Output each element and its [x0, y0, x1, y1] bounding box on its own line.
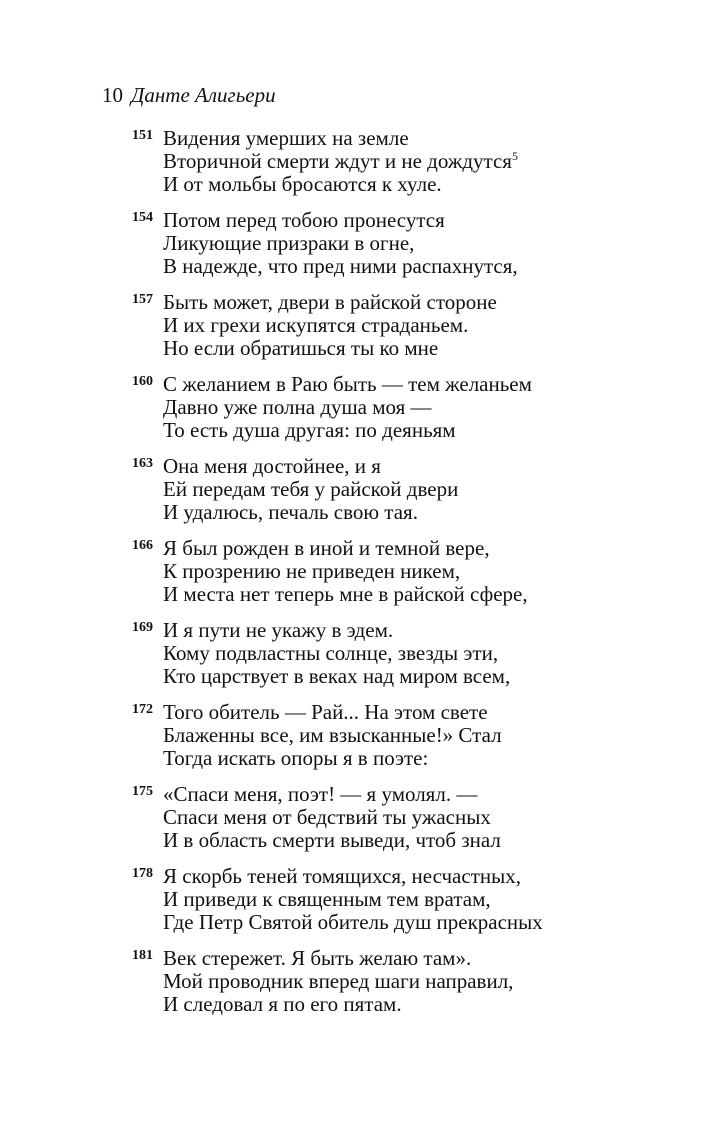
verse-line [163, 888, 543, 911]
verse-text: Давно уже полна душа моя — [163, 395, 432, 419]
verse-line [163, 127, 518, 150]
verse-text: Тогда искать опоры я в поэте: [163, 746, 429, 770]
verse-line [163, 455, 458, 478]
stanza [132, 947, 692, 1029]
line-number: 157 [132, 292, 153, 307]
stanza [132, 209, 692, 291]
stanza [132, 373, 692, 455]
stanza [132, 127, 692, 209]
verse-text: И приведи к священным тем вратам, [163, 887, 491, 911]
verse-text: Мой проводник вперед шаги направил, [163, 969, 514, 993]
verse-text: Век стережет. Я быть желаю там». [163, 946, 472, 970]
verse-line [163, 829, 501, 852]
verse-line [163, 209, 518, 232]
stanza-lines [163, 619, 510, 688]
stanza-lines [163, 291, 497, 360]
verse-line [163, 970, 513, 993]
verse-text: С желанием в Раю быть — тем желаньем [163, 372, 532, 396]
verse-text: Она меня достойнее, и я [163, 454, 381, 478]
verse-line [163, 255, 518, 278]
verse-line [163, 173, 518, 196]
stanza [132, 865, 692, 947]
verse-line [163, 537, 528, 560]
running-head [102, 80, 276, 110]
poem-body [132, 127, 692, 1029]
verse-text: Потом перед тобою пронесутся [163, 208, 445, 232]
stanza [132, 291, 692, 373]
line-number: 175 [132, 784, 153, 799]
stanza [132, 537, 692, 619]
stanza-lines [163, 947, 513, 1016]
verse-text: То есть душа другая: по деяньям [163, 418, 456, 442]
verse-text: Кому подвластны солнце, звезды эти, [163, 641, 499, 665]
verse-text: Но если обратишься ты ко мне [163, 336, 439, 360]
verse-line [163, 724, 502, 747]
verse-line [163, 747, 502, 770]
verse-text: И следовал я по его пятам. [163, 992, 402, 1016]
verse-line [163, 291, 497, 314]
verse-text: И я пути не укажу в эдем. [163, 618, 394, 642]
verse-text: Ликующие призраки в огне, [163, 231, 415, 255]
verse-text: Блаженны все, им взысканные!» Стал [163, 723, 502, 747]
verse-line [163, 337, 497, 360]
line-number: 166 [132, 538, 153, 553]
verse-text: И их грехи искупятся страданьем. [163, 313, 469, 337]
verse-line [163, 232, 518, 255]
verse-line [163, 314, 497, 337]
stanza-lines [163, 209, 518, 278]
verse-text: И места нет теперь мне в райской сфере, [163, 582, 528, 606]
verse-text: Быть может, двери в райской стороне [163, 290, 497, 314]
verse-text: Кто царствует в веках над миром всем, [163, 664, 511, 688]
verse-text: И в область смерти выведи, чтоб знал [163, 828, 501, 852]
stanza-lines [163, 701, 502, 770]
verse-line [163, 150, 518, 173]
verse-line [163, 783, 501, 806]
verse-line [163, 419, 532, 442]
verse-line [163, 865, 543, 888]
verse-text: И удалюсь, печаль свою тая. [163, 500, 418, 524]
stanza-lines [163, 127, 518, 196]
stanza [132, 455, 692, 537]
running-head-author: Данте Алигьери [131, 83, 276, 107]
stanza-lines [163, 455, 458, 524]
stanza [132, 619, 692, 701]
line-number: 169 [132, 620, 153, 635]
verse-line [163, 478, 458, 501]
verse-line [163, 396, 532, 419]
line-number: 154 [132, 210, 153, 225]
verse-text: Ей передам тебя у райской двери [163, 477, 459, 501]
verse-text: Того обитель — Рай... На этом свете [163, 700, 488, 724]
stanza [132, 783, 692, 865]
verse-line [163, 583, 528, 606]
page-number: 10 [102, 83, 123, 107]
verse-line [163, 501, 458, 524]
line-number: 151 [132, 128, 153, 143]
stanza [132, 701, 692, 783]
verse-line [163, 806, 501, 829]
verse-text: Вторичной смерти ждут и не дождутся [163, 149, 512, 173]
verse-text: В надежде, что пред ними распахнутся, [163, 254, 518, 278]
footnote-marker[interactable]: 5 [511, 149, 518, 163]
verse-text: Я скорбь теней томящихся, несчастных, [163, 864, 521, 888]
stanza-lines [163, 783, 501, 852]
verse-line [163, 947, 513, 970]
verse-text: Видения умерших на земле [163, 126, 409, 150]
verse-text: Спаси меня от бедствий ты ужасных [163, 805, 491, 829]
line-number: 178 [132, 866, 153, 881]
verse-line [163, 373, 532, 396]
stanza-lines [163, 865, 543, 934]
line-number: 163 [132, 456, 153, 471]
verse-text: Где Петр Святой обитель душ прекрасных [163, 910, 543, 934]
verse-line [163, 619, 510, 642]
verse-line [163, 560, 528, 583]
line-number: 181 [132, 948, 153, 963]
stanza-lines [163, 537, 528, 606]
verse-line [163, 993, 513, 1016]
verse-text: И от мольбы бросаются к хуле. [163, 172, 442, 196]
verse-text: Я был рожден в иной и темной вере, [163, 536, 490, 560]
verse-line [163, 665, 510, 688]
verse-line [163, 701, 502, 724]
verse-text: К прозрению не приведен никем, [163, 559, 461, 583]
verse-line [163, 911, 543, 934]
line-number: 160 [132, 374, 153, 389]
stanza-lines [163, 373, 532, 442]
verse-text: «Спаси меня, поэт! — я умолял. — [163, 782, 478, 806]
line-number: 172 [132, 702, 153, 717]
verse-line [163, 642, 510, 665]
